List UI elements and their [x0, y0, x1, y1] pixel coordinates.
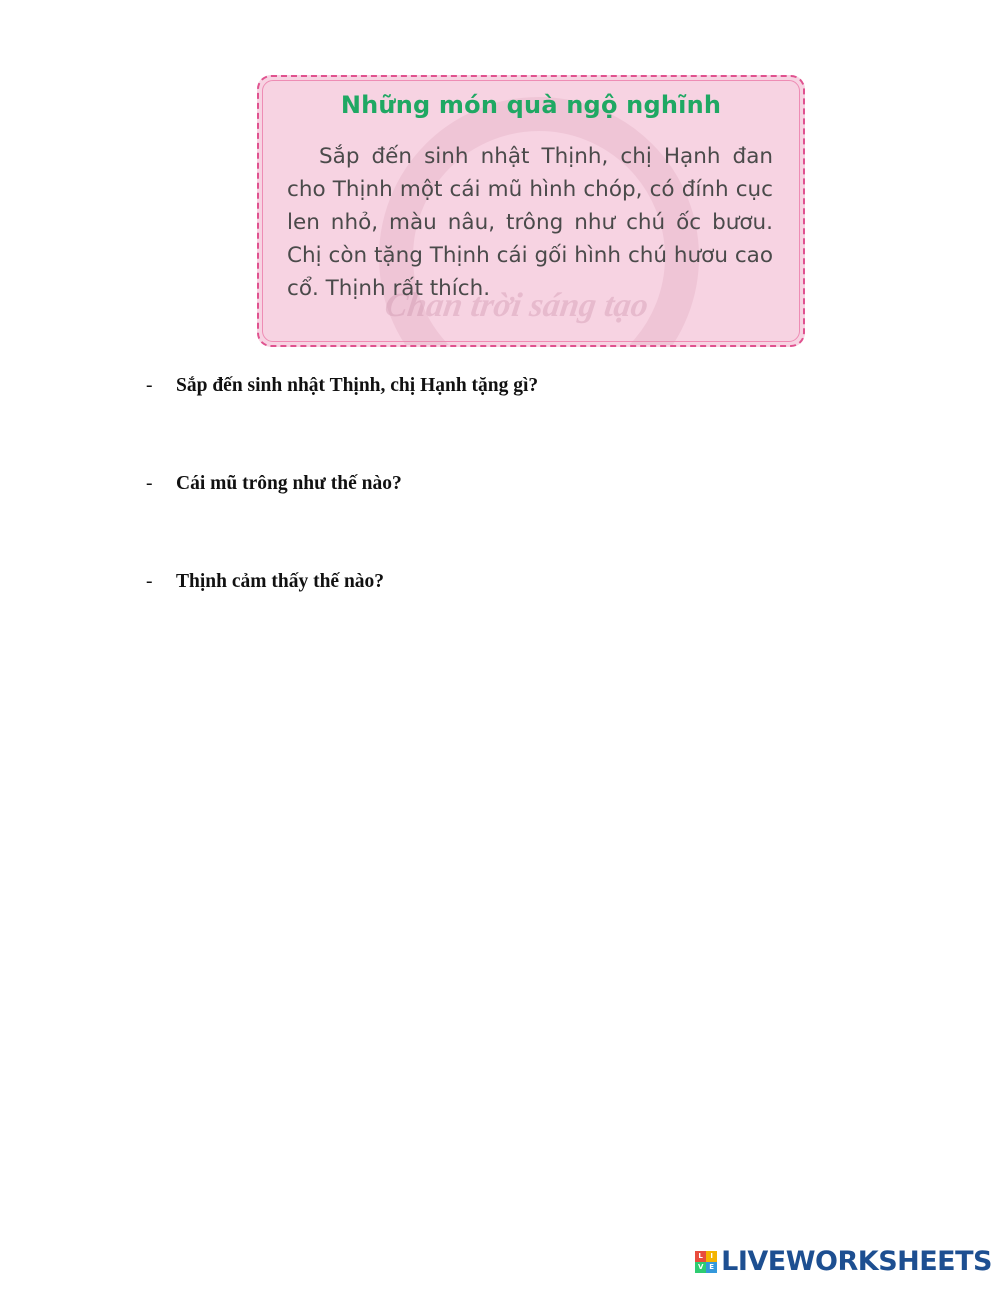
live-block-v: V: [695, 1262, 706, 1273]
live-block-i: I: [706, 1251, 717, 1262]
live-block-l: L: [695, 1251, 706, 1262]
question-item: [146, 571, 538, 669]
reading-card: [257, 75, 805, 347]
question-bullet: -: [146, 473, 153, 494]
question-list: [146, 375, 538, 669]
watermark-text: Chan trời sáng tạo: [382, 287, 651, 324]
story-body: Sắp đến sinh nhật Thịnh, chị Hạnh đan cho Thịnh một cái mũ hình chóp, có đính cục len nhỏ, màu nâu, trông như chú ốc bươu. Chị còn tặng Thịnh cái gối hình chú hươu cao cổ. Thịnh rất thích.: [287, 144, 773, 301]
live-blocks-icon: [695, 1251, 717, 1273]
question-bullet: -: [146, 375, 153, 396]
question-text: Cái mũ trông như thế nào?: [176, 473, 402, 494]
question-text: Sắp đến sinh nhật Thịnh, chị Hạnh tặng gì?: [176, 375, 539, 396]
question-text: Thịnh cảm thấy thế nào?: [176, 571, 385, 592]
liveworksheets-logo[interactable]: [695, 1246, 992, 1277]
question-bullet: -: [146, 571, 153, 592]
live-block-e: E: [706, 1262, 717, 1273]
question-item: [146, 375, 538, 473]
question-item: [146, 473, 538, 571]
story-title: Những món quà ngộ nghĩnh: [340, 91, 722, 119]
brand-name: LIVEWORKSHEETS: [721, 1246, 992, 1277]
